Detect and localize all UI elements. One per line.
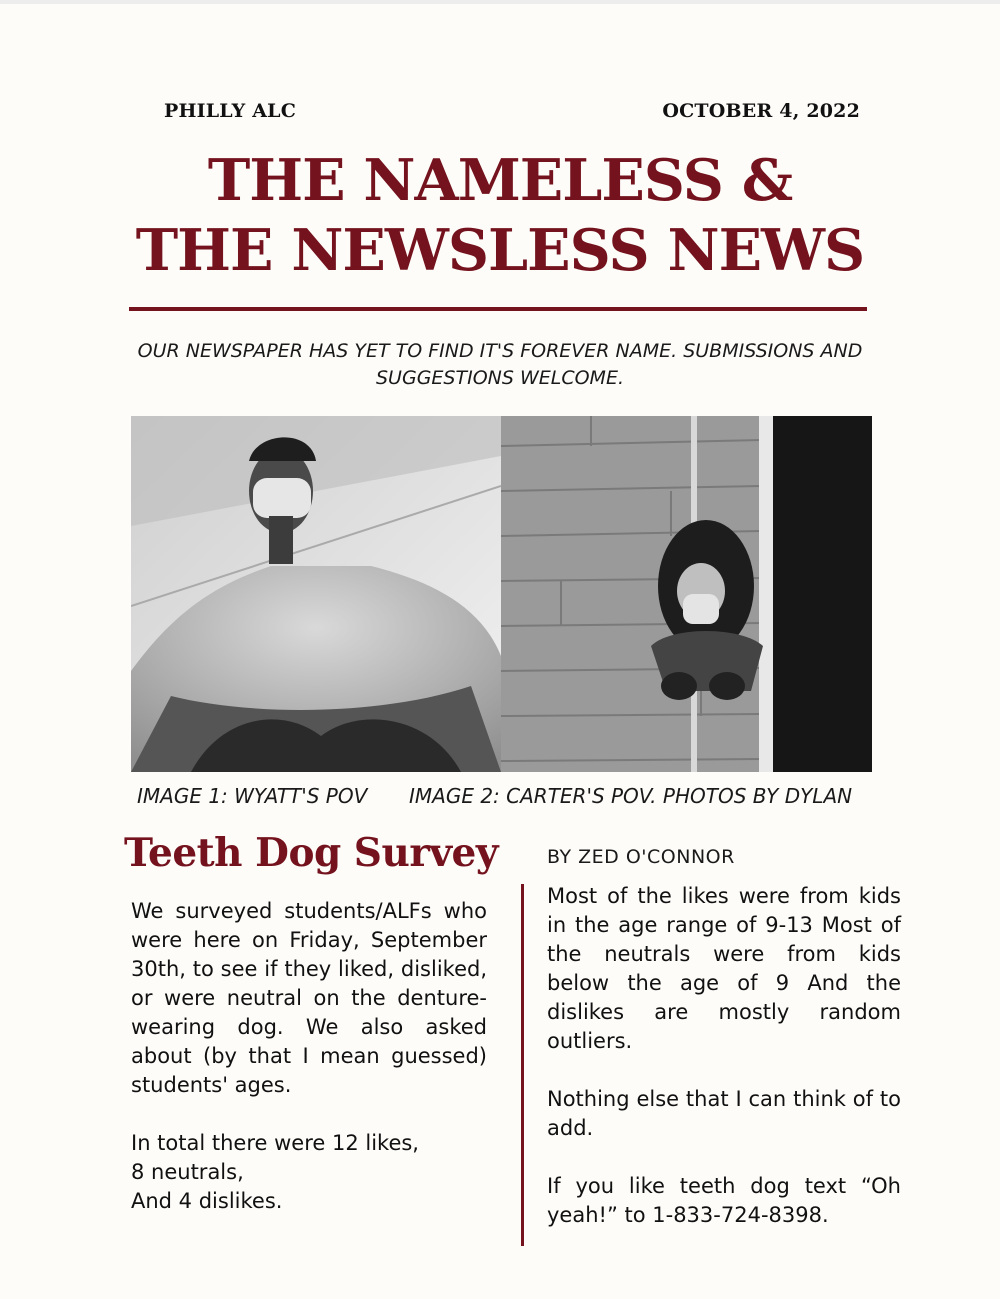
photo-wyatt-pov [131,416,501,772]
masthead-meta [164,100,860,122]
article-paragraph [131,1129,487,1216]
article-paragraph: If you like teeth dog text “Oh yeah!” to 1-833-724-8398. [547,1174,901,1227]
tally-neutrals: 8 neutrals, [131,1160,244,1184]
tally-dislikes: And 4 dislikes. [131,1189,283,1213]
title-line-2: THE NEWSLESS NEWS [135,217,865,284]
article-column-right [547,882,901,1230]
article-paragraph: Most of the likes were from kids in the age range of 9-13 Most of the neutrals were from kids below the age of 9 And the dislikes are mostly random outliers. [547,884,901,1053]
byline: BY ZED O'CONNOR [547,846,735,868]
photo-caption-2: IMAGE 2: CARTER'S POV. PHOTOS BY DYLAN [409,784,853,808]
article-column-left [131,897,487,1216]
title-line-1: THE NAMELESS & [207,147,793,214]
photo-carter-pov [501,416,872,772]
newspaper-title [100,146,900,286]
tagline: OUR NEWSPAPER HAS YET TO FIND IT'S FOREVER NAME. SUBMISSIONS AND SUGGESTIONS WELCOME. [137,340,863,389]
issue-date: OCTOBER 4, 2022 [662,100,860,122]
tally-likes: In total there were 12 likes, [131,1131,419,1155]
column-divider [521,884,524,1246]
article-paragraph: We surveyed students/ALFs who were here on Friday, September 30th, to see if they liked, disliked, or were neutral on the denture-wearing dog. We also asked about (by that I mean guessed) students' ages. [131,899,487,1097]
article-paragraph: Nothing else that I can think of to add. [547,1087,901,1140]
org-name: PHILLY ALC [164,100,297,122]
top-edge [0,0,1000,4]
title-rule [129,307,867,311]
article-title: Teeth Dog Survey [124,830,499,876]
photo-caption-1: IMAGE 1: WYATT'S POV [137,784,368,808]
